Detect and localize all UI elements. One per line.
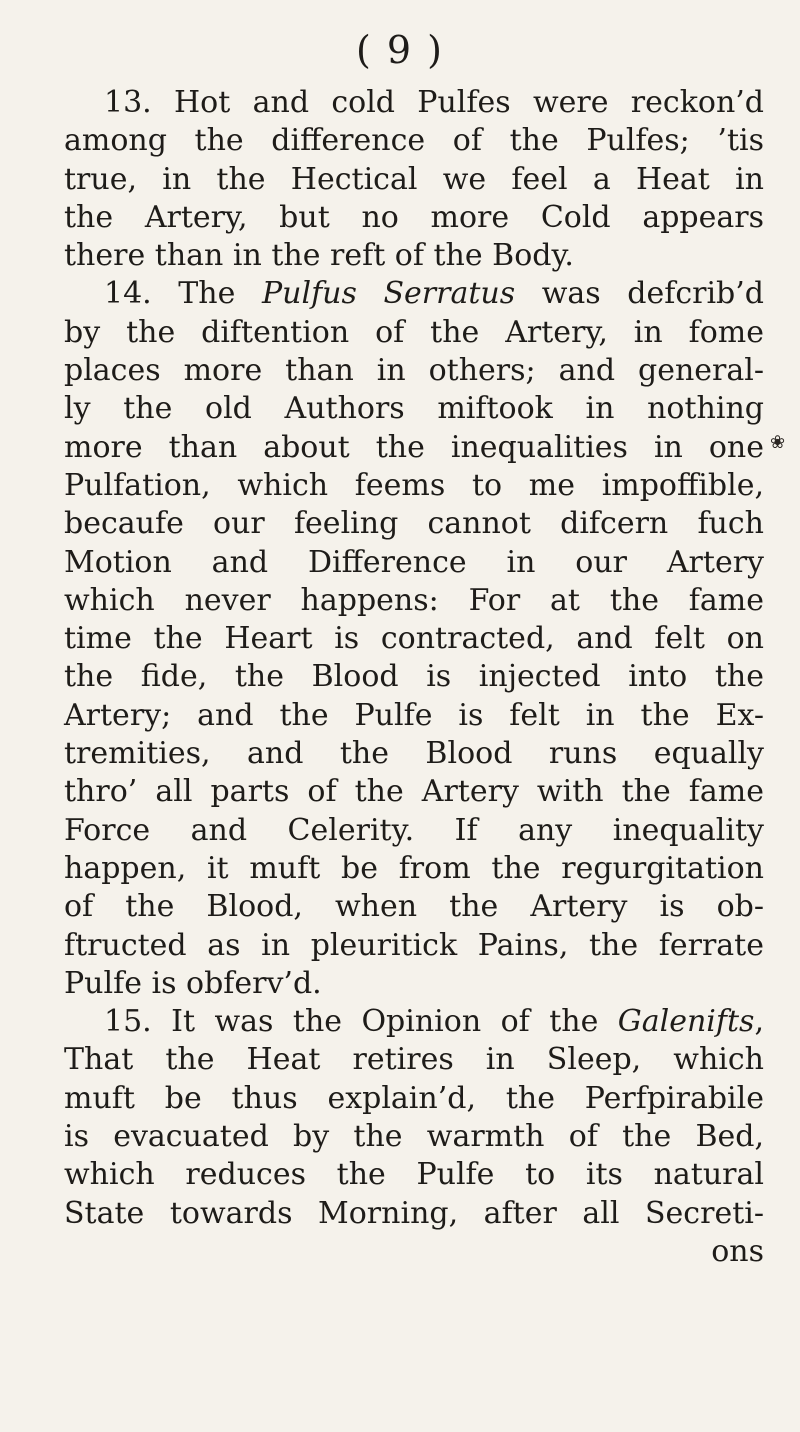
text-line: which reduces the Pulfe to its natural xyxy=(64,1157,764,1193)
text-line: State towards Morning, after all Secreti- xyxy=(64,1195,764,1231)
text-line: ftructed as in pleuritick Pains, the ferrate xyxy=(64,927,764,963)
text-line: among the difference of the Pulfes; ’tis xyxy=(64,123,764,159)
text-fragment: , xyxy=(754,1004,764,1040)
italic-term: Galenifts xyxy=(617,1004,755,1040)
text-line: the Artery, but no more Cold appears xyxy=(64,199,764,235)
text-line: Artery; and the Pulfe is felt in the Ex- xyxy=(64,697,764,733)
text-line xyxy=(64,275,764,313)
text-fragment: was defcrib’d xyxy=(515,276,764,312)
text-line: That the Heat retires in Sleep, which xyxy=(64,1042,764,1078)
text-line: Pulfation, which feems to me impoffible, xyxy=(64,467,764,503)
text-line: tremities, and the Blood runs equally xyxy=(64,736,764,772)
text-line: time the Heart is contracted, and felt on xyxy=(64,621,764,657)
page-number: ( 9 ) xyxy=(356,28,444,72)
text-line: becaufe our feeling cannot difcern fuch xyxy=(64,506,764,542)
text-line: is evacuated by the warmth of the Bed, xyxy=(64,1119,764,1155)
text-line: of the Blood, when the Artery is ob- xyxy=(64,889,764,925)
text-fragment: 14. The xyxy=(104,276,262,312)
text-line: places more than in others; and general- xyxy=(64,353,764,389)
italic-term: Pulfus Serratus xyxy=(261,276,516,312)
text-line: more than about the inequalities in one xyxy=(64,429,764,465)
text-line: the fide, the Blood is injected into the xyxy=(64,659,764,695)
text-line: which never happens: For at the fame xyxy=(64,582,764,618)
text-line: thro’ all parts of the Artery with the fame xyxy=(64,774,764,810)
text-line: there than in the reft of the Body. xyxy=(64,238,574,274)
text-line: 13. Hot and cold Pulfes were reckon’d xyxy=(104,85,764,120)
text-line: Force and Celerity. If any inequality xyxy=(64,812,764,848)
text-line: true, in the Hectical we feel a Heat in xyxy=(64,161,764,197)
text-line: muft be thus explain’d, the Perfpirabile xyxy=(64,1080,764,1116)
text-line: ly the old Authors miftook in nothing xyxy=(64,391,764,427)
text-line: happen, it muft be from the regurgitation xyxy=(64,850,764,886)
catchword: ons xyxy=(711,1233,764,1269)
text-line: by the diftention of the Artery, in fome xyxy=(64,314,764,350)
body-text xyxy=(64,84,764,1271)
printer-ornament: ❀ xyxy=(770,432,786,453)
text-fragment: 15. It was the Opinion of the xyxy=(104,1004,618,1040)
text-line: Pulfe is obferv’d. xyxy=(64,965,322,1001)
text-line xyxy=(64,1003,764,1041)
text-line: Motion and Difference in our Artery xyxy=(64,544,764,580)
